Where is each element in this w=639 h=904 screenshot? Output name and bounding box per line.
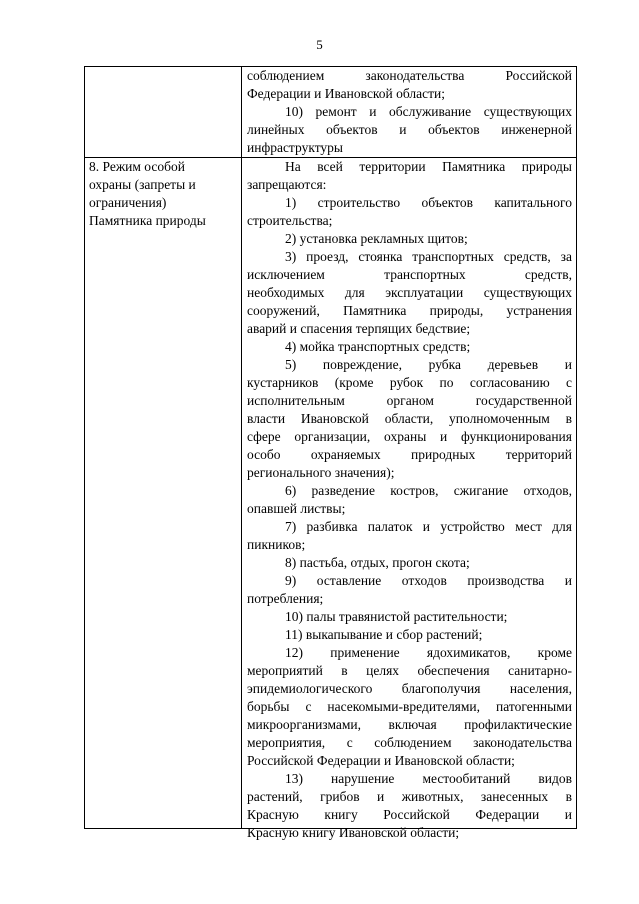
paragraph-line: необходимых для эксплуатации существующих: [247, 285, 572, 300]
paragraph-block: [247, 158, 572, 842]
paragraph-line: исключением транспортных средств,: [247, 267, 572, 282]
paragraph-line: растений, грибов и животных, занесенных в: [247, 789, 572, 804]
paragraph-line: потребления;: [247, 591, 324, 606]
table-row: [85, 158, 576, 840]
paragraph-line: аварий и спасения терпящих бедствие;: [247, 321, 471, 336]
paragraph-line: пикников;: [247, 537, 306, 552]
paragraph-line: микроорганизмами, включая профилактические: [247, 717, 572, 732]
section-label-line: 8. Режим особой: [89, 159, 185, 174]
paragraph-line: борьбы с насекомыми-вредителями, патогенными: [247, 699, 572, 714]
paragraph-line: Российской Федерации и Ивановской области;: [247, 753, 515, 768]
table-cell-label: [85, 67, 242, 157]
paragraph-line: 2) установка рекламных щитов;: [285, 231, 468, 246]
paragraph-line: 12) применение ядохимикатов, кроме: [285, 645, 572, 660]
paragraph-line: инфраструктуры: [247, 140, 343, 155]
paragraph-line: 10) ремонт и обслуживание существующих: [285, 104, 572, 119]
page-number: 5: [316, 37, 323, 52]
paragraph-line: сооружений, Памятника природы, устранения: [247, 303, 572, 318]
paragraph-line: Красную книгу Ивановской области;: [247, 825, 460, 840]
paragraph-line: 6) разведение костров, сжигание отходов,: [285, 483, 572, 498]
table-row: [85, 67, 576, 158]
regulation-table: [84, 66, 577, 840]
paragraph-line: 3) проезд, стоянка транспортных средств, за: [285, 249, 572, 264]
paragraph-line: регионального значения);: [247, 465, 395, 480]
paragraph-line: власти Ивановской области, уполномоченным в: [247, 411, 572, 426]
table-cell-content: [243, 67, 576, 157]
paragraph-line: На всей территории Памятника природы: [285, 159, 572, 174]
paragraph-line: 13) нарушение местообитаний видов: [285, 771, 572, 786]
paragraph-line: 11) выкапывание и сбор растений;: [285, 627, 483, 642]
paragraph-line: строительства;: [247, 213, 333, 228]
paragraph-line: 5) повреждение, рубка деревьев и: [285, 357, 572, 372]
paragraph-line: эпидемиологического благополучия населения,: [247, 681, 572, 696]
paragraph-line: линейных объектов и объектов инженерной: [247, 122, 572, 137]
paragraph-block: [247, 67, 572, 157]
paragraph-line: 9) оставление отходов производства и: [285, 573, 572, 588]
section-label: [89, 158, 239, 230]
paragraph-line: запрещаются:: [247, 177, 327, 192]
section-label-line: Памятника природы: [89, 213, 206, 228]
paragraph-line: Федерации и Ивановской области;: [247, 86, 446, 101]
paragraph-line: 10) палы травянистой растительности;: [285, 609, 508, 624]
section-label-line: охраны (запреты и: [89, 177, 196, 192]
paragraph-line: исполнительным органом государственной: [247, 393, 572, 408]
paragraph-line: мероприятия, с соблюдением законодательства: [247, 735, 572, 750]
paragraph-line: мероприятий в целях обеспечения санитарно-: [247, 663, 572, 678]
paragraph-line: Красную книгу Российской Федерации и: [247, 807, 572, 822]
paragraph-line: 8) пастьба, отдых, прогон скота;: [285, 555, 470, 570]
table-cell-content: [243, 158, 576, 840]
paragraph-line: кустарников (кроме рубок по согласованию с: [247, 375, 572, 390]
paragraph-line: 1) строительство объектов капитального: [285, 195, 572, 210]
section-label-line: ограничения): [89, 195, 167, 210]
paragraph-line: 7) разбивка палаток и устройство мест для: [285, 519, 572, 534]
paragraph-line: соблюдением законодательства Российской: [247, 68, 572, 83]
table-cell-label: [85, 158, 242, 828]
paragraph-line: 4) мойка транспортных средств;: [285, 339, 471, 354]
paragraph-line: особо охраняемых природных территорий: [247, 447, 572, 462]
paragraph-line: сфере организации, охраны и функционирования: [247, 429, 572, 444]
paragraph-line: опавшей листвы;: [247, 501, 346, 516]
